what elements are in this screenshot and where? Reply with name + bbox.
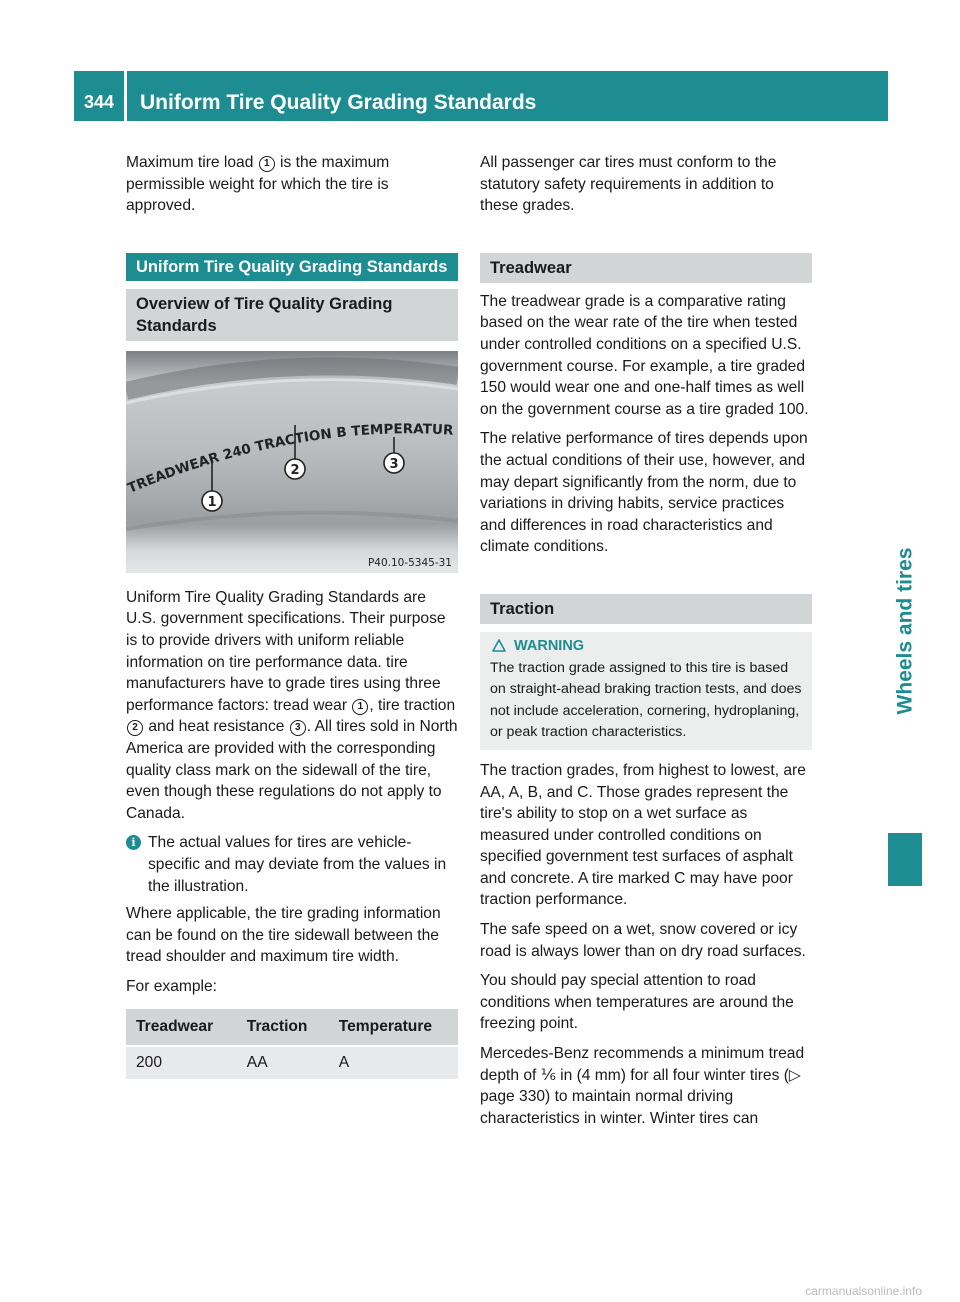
traction-heading: Traction (480, 594, 812, 624)
callout-1 (202, 491, 222, 511)
callout-3 (384, 453, 404, 473)
callout-marker-1: 1 (259, 156, 275, 172)
right-column (480, 152, 812, 1137)
warning-title: WARNING (492, 638, 802, 654)
callout-2 (285, 459, 305, 479)
traction-paragraph-4: Mercedes-Benz recommends a minimum tread depth of ⅙ in (4 mm) for all four winter tires (▷ page 330) to maintain normal driving characteristics in winter. Winter tires can (480, 1045, 805, 1127)
table-cell: AA (237, 1046, 329, 1079)
body-paragraph-1: Uniform Tire Quality Grading Standards are U.S. government specifications. Their purpose is to provide drivers with uniform reliable information on tire performance data. tire manufacturers have to grade tires using three performance factors: tread wear 1 , tire traction 2 and heat resistance 3 . All tires sold in North America are provided with the corresponding quality class mark on the sidewall of the tire, even though these regulations do not apply to Canada. (126, 588, 458, 822)
figure-ref-code: P40.10-5345-31 (367, 556, 452, 569)
body-paragraph-3: For example: (126, 977, 217, 995)
left-column (126, 152, 458, 1079)
table-row (126, 1046, 458, 1079)
section-heading: Uniform Tire Quality Grading Standards (126, 253, 458, 281)
table-header-traction: Traction (237, 1009, 329, 1046)
grade-example-table (126, 1009, 458, 1079)
body-paragraph-2: Where applicable, the tire grading information can be found on the tire sidewall between the tread shoulder and maximum tire width. (126, 905, 441, 966)
treadwear-paragraph-2: The relative performance of tires depends upon the actual conditions of their use, however, and may depart significantly from the norm, due to variations in driving habits, service practices and differences in road characteristics and climate conditions. (480, 430, 808, 556)
watermark: carmanualsonline.info (805, 1284, 922, 1298)
page-reference-link[interactable]: page 330 (480, 1088, 546, 1106)
header-separator (124, 71, 127, 121)
traction-paragraph-3: You should pay special attention to road conditions when temperatures are around the freezing point. (480, 972, 794, 1033)
table-header-temperature: Temperature (329, 1009, 458, 1046)
svg-text:2: 2 (290, 462, 300, 478)
sub-heading: Overview of Tire Quality Grading Standards (126, 289, 458, 341)
treadwear-paragraph-1: The treadwear grade is a comparative rating based on the wear rate of the tire when tested under controlled conditions on a specified U.S. government course. For example, a tire graded 150 would wear one and one-half times as well on the government course as a tire graded 100. (480, 292, 809, 418)
warning-triangle-icon (492, 639, 506, 652)
tire-grade-text: TREADWEAR 240 TRACTION B TEMPERATUR (126, 421, 454, 497)
chapter-marker-block (888, 833, 922, 886)
warning-box (480, 632, 812, 750)
traction-paragraph-2: The safe speed on a wet, snow covered or icy road is always lower than on dry road surfaces. (480, 921, 806, 960)
table-header-treadwear: Treadwear (126, 1009, 237, 1046)
tire-svg (126, 351, 458, 573)
table-cell: A (329, 1046, 458, 1079)
info-note-text: The actual values for tires are vehicle-specific and may deviate from the values in the illustration. (148, 834, 447, 895)
chapter-side-tab (888, 450, 922, 812)
traction-paragraph-1: The traction grades, from highest to lowest, are AA, A, B, and C. Those grades represent the tire's ability to stop on a wet surface as measured under controlled conditions on specified government test surfaces of asphalt and concrete. A tire marked C may have poor traction performance. (480, 761, 806, 909)
treadwear-heading: Treadwear (480, 253, 812, 283)
tire-sidewall-illustration (126, 351, 458, 573)
table-header-row (126, 1009, 458, 1046)
info-note (126, 832, 458, 897)
body-paragraph-intro: All passenger car tires must conform to the statutory safety requirements in addition to these grades. (480, 154, 777, 215)
info-icon: i (126, 835, 141, 850)
callout-marker-2: 2 (127, 720, 143, 736)
callout-marker-1: 1 (352, 699, 368, 715)
page-title: Uniform Tire Quality Grading Standards (140, 91, 537, 114)
table-cell: 200 (126, 1046, 237, 1079)
warning-text: The traction grade assigned to this tire is based on straight-ahead braking traction tests, and does not include acceleration, cornering, hydroplaning, or peak traction characteristics. (490, 659, 802, 741)
svg-text:1: 1 (207, 494, 217, 510)
intro-paragraph: Maximum tire load 1 is the maximum permissible weight for which the tire is approved. (126, 154, 390, 215)
callout-marker-3: 3 (290, 720, 306, 736)
svg-text:3: 3 (389, 456, 399, 472)
page-number: 344 (83, 92, 115, 112)
page-ref-arrow-icon: ▷ (788, 1066, 801, 1084)
chapter-label: Wheels and tires (893, 547, 917, 715)
